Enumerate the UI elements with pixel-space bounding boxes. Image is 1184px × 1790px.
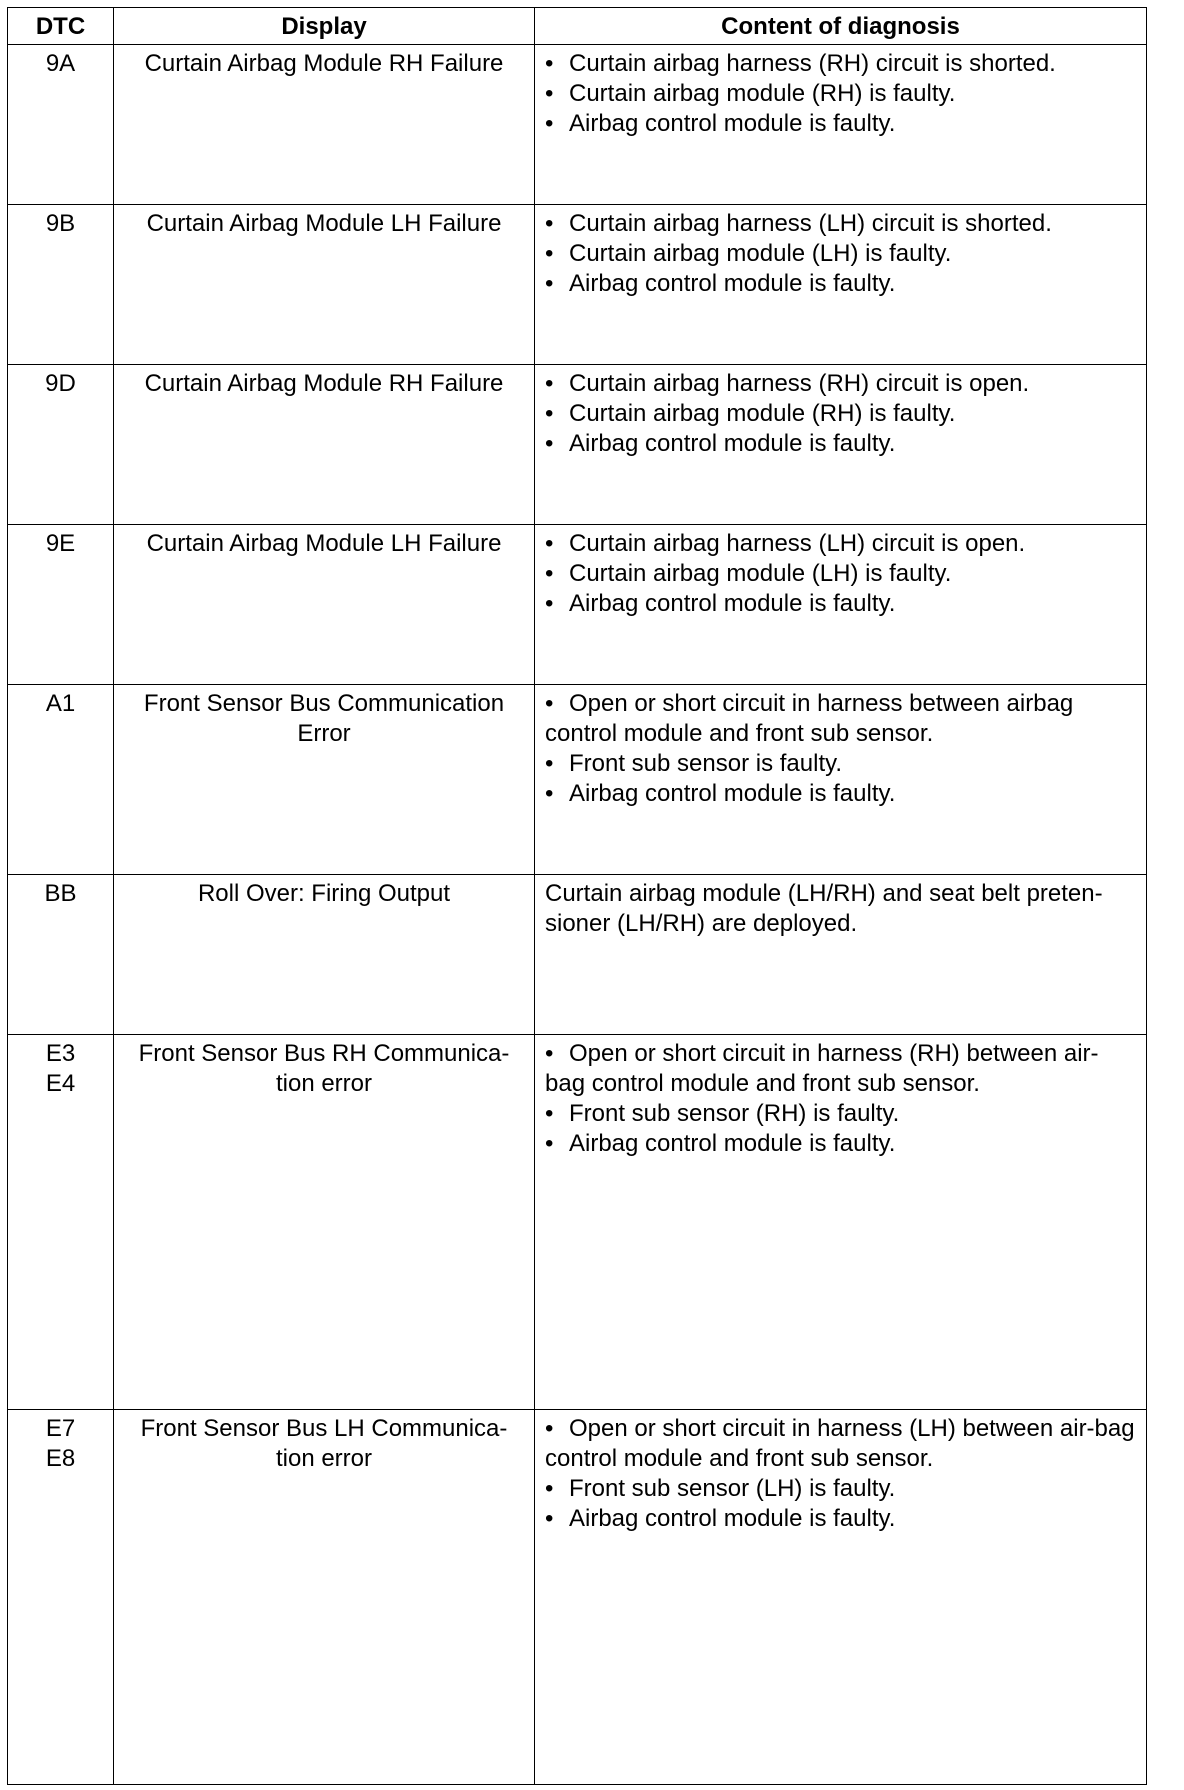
display-text: Curtain Airbag Module LH Failure xyxy=(146,210,502,237)
display-text: Curtain Airbag Module LH Failure xyxy=(146,530,502,557)
bullet-item xyxy=(545,1129,1136,1159)
display-cell xyxy=(114,1410,535,1785)
dtc-code-cell xyxy=(8,1035,114,1410)
content-line-text: Curtain airbag module (RH) is faulty. xyxy=(569,80,956,107)
content-line-text: Curtain airbag module (LH) is faulty. xyxy=(569,240,952,267)
content-line-text: Airbag control module is faulty. xyxy=(569,430,896,457)
bullet-icon: • xyxy=(545,1505,554,1532)
bullet-icon: • xyxy=(545,1100,554,1127)
display-text: Front Sensor Bus RH Communica-tion error xyxy=(138,1040,510,1097)
content-cell xyxy=(535,1410,1147,1785)
dtc-code-cell xyxy=(8,1410,114,1785)
dtc-code: A1 xyxy=(45,690,76,717)
dtc-code: 9A xyxy=(45,50,76,77)
display-text: Front Sensor Bus Communication Error xyxy=(143,690,505,747)
content-cell xyxy=(535,365,1147,525)
bullet-icon: • xyxy=(545,1475,554,1502)
content-line-text: Airbag control module is faulty. xyxy=(569,110,896,137)
display-text: Curtain Airbag Module RH Failure xyxy=(144,50,504,77)
bullet-item xyxy=(545,749,1136,779)
bullet-item xyxy=(545,429,1136,459)
bullet-icon: • xyxy=(545,240,554,267)
bullet-icon: • xyxy=(545,530,554,557)
content-text xyxy=(545,879,1136,939)
bullet-icon: • xyxy=(545,400,554,427)
dtc-code: E3 xyxy=(45,1040,76,1067)
table-row xyxy=(8,45,1147,205)
content-cell xyxy=(535,45,1147,205)
dtc-code: E4 xyxy=(45,1070,76,1097)
bullet-icon: • xyxy=(545,1415,554,1442)
dtc-code-cell xyxy=(8,45,114,205)
bullet-item xyxy=(545,1039,1136,1099)
display-text: Front Sensor Bus LH Communica-tion error xyxy=(140,1415,508,1472)
table-row xyxy=(8,1035,1147,1410)
dtc-code-cell xyxy=(8,525,114,685)
display-text: Roll Over: Firing Output xyxy=(197,880,451,907)
bullet-item xyxy=(545,589,1136,619)
bullet-item xyxy=(545,1504,1136,1534)
content-cell xyxy=(535,875,1147,1035)
display-text: Curtain Airbag Module RH Failure xyxy=(144,370,504,397)
bullet-item xyxy=(545,369,1136,399)
content-line-text: Front sub sensor (LH) is faulty. xyxy=(569,1475,896,1502)
content-line-text: Open or short circuit in harness between airbag control module and front sub sensor. xyxy=(545,690,1074,747)
dtc-code: 9E xyxy=(45,530,76,557)
content-line-text: Airbag control module is faulty. xyxy=(569,780,896,807)
table-row xyxy=(8,205,1147,365)
bullet-icon: • xyxy=(545,210,554,237)
content-line-text: Open or short circuit in harness (LH) between air-bag control module and front sub sensor. xyxy=(545,1415,1135,1472)
display-cell xyxy=(114,1035,535,1410)
content-cell xyxy=(535,205,1147,365)
bullet-item xyxy=(545,1099,1136,1129)
header-content: Content of diagnosis xyxy=(535,8,1147,45)
bullet-item xyxy=(545,1474,1136,1504)
bullet-item xyxy=(545,269,1136,299)
content-cell xyxy=(535,685,1147,875)
dtc-table xyxy=(7,7,1147,1785)
dtc-code-cell xyxy=(8,205,114,365)
bullet-item xyxy=(545,209,1136,239)
table-body xyxy=(8,45,1147,1785)
content-line-text: Front sub sensor (RH) is faulty. xyxy=(569,1100,900,1127)
display-cell xyxy=(114,525,535,685)
dtc-code-cell xyxy=(8,365,114,525)
bullet-icon: • xyxy=(545,370,554,397)
content-line-text: Airbag control module is faulty. xyxy=(569,590,896,617)
content-line-text: Curtain airbag harness (LH) circuit is open. xyxy=(569,530,1026,557)
header-row xyxy=(8,8,1147,45)
bullet-icon: • xyxy=(545,1040,554,1067)
bullet-item xyxy=(545,49,1136,79)
bullet-item xyxy=(545,779,1136,809)
bullet-icon: • xyxy=(545,750,554,777)
bullet-item xyxy=(545,1414,1136,1474)
content-line-text: Curtain airbag module (RH) is faulty. xyxy=(569,400,956,427)
content-cell xyxy=(535,1035,1147,1410)
content-line-text: Open or short circuit in harness (RH) between air-bag control module and front sub sensor. xyxy=(545,1040,1099,1097)
content-line-text: Curtain airbag module (LH) is faulty. xyxy=(569,560,952,587)
dtc-code: 9B xyxy=(45,210,76,237)
content-line-text: Curtain airbag harness (RH) circuit is shorted. xyxy=(569,50,1056,77)
bullet-icon: • xyxy=(545,560,554,587)
display-cell xyxy=(114,685,535,875)
table-row xyxy=(8,525,1147,685)
table-row xyxy=(8,685,1147,875)
bullet-icon: • xyxy=(545,1130,554,1157)
bullet-icon: • xyxy=(545,430,554,457)
table-row xyxy=(8,1410,1147,1785)
dtc-code: BB xyxy=(44,880,77,907)
content-line-text: Airbag control module is faulty. xyxy=(569,270,896,297)
bullet-icon: • xyxy=(545,690,554,717)
display-cell xyxy=(114,365,535,525)
dtc-code: E8 xyxy=(45,1445,76,1472)
header-display: Display xyxy=(114,8,535,45)
bullet-item xyxy=(545,399,1136,429)
content-line-text: Curtain airbag harness (RH) circuit is open. xyxy=(569,370,1030,397)
bullet-icon: • xyxy=(545,50,554,77)
bullet-icon: • xyxy=(545,110,554,137)
dtc-code: 9D xyxy=(45,370,76,397)
content-line-text: Airbag control module is faulty. xyxy=(569,1130,896,1157)
content-line-text: Front sub sensor is faulty. xyxy=(569,750,842,777)
content-line-text: Curtain airbag module (LH/RH) and seat belt preten-sioner (LH/RH) are deployed. xyxy=(545,880,1103,937)
display-cell xyxy=(114,875,535,1035)
dtc-code-cell xyxy=(8,875,114,1035)
header-dtc: DTC xyxy=(8,8,114,45)
bullet-icon: • xyxy=(545,270,554,297)
dtc-code-cell xyxy=(8,685,114,875)
content-line-text: Curtain airbag harness (LH) circuit is shorted. xyxy=(569,210,1052,237)
content-line-text: Airbag control module is faulty. xyxy=(569,1505,896,1532)
bullet-item xyxy=(545,689,1136,749)
table-row xyxy=(8,365,1147,525)
table-row xyxy=(8,875,1147,1035)
dtc-code: E7 xyxy=(45,1415,76,1442)
display-cell xyxy=(114,205,535,365)
bullet-icon: • xyxy=(545,80,554,107)
bullet-icon: • xyxy=(545,780,554,807)
bullet-item xyxy=(545,79,1136,109)
bullet-item xyxy=(545,559,1136,589)
bullet-icon: • xyxy=(545,590,554,617)
bullet-item xyxy=(545,109,1136,139)
content-cell xyxy=(535,525,1147,685)
bullet-item xyxy=(545,529,1136,559)
display-cell xyxy=(114,45,535,205)
bullet-item xyxy=(545,239,1136,269)
